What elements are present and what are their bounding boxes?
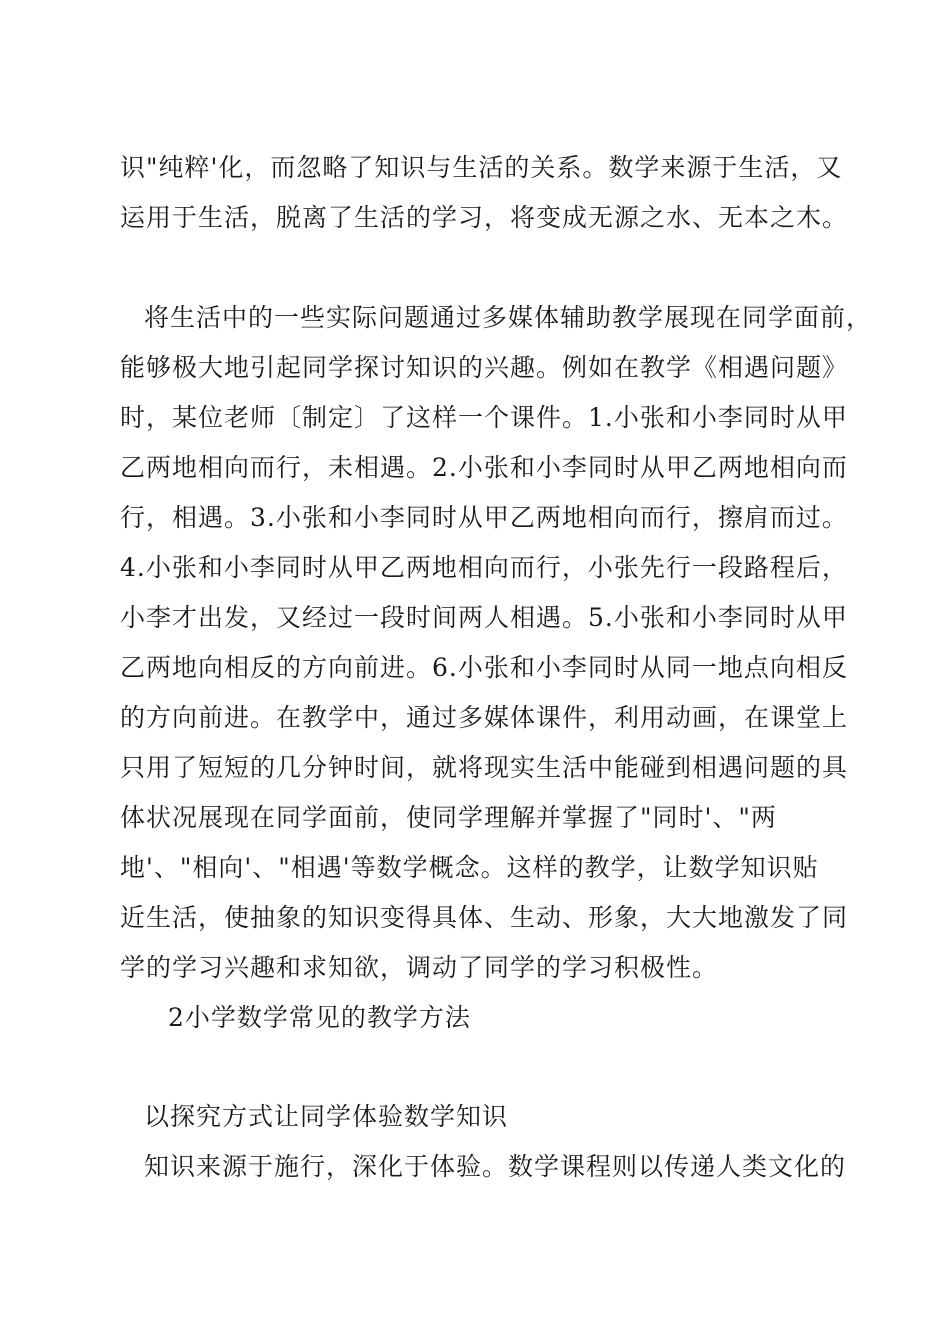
paragraph-line: 小李才出发，又经过一段时间两人相遇。5.小张和小李同时从甲	[120, 603, 848, 632]
paragraph-line: 乙两地向相反的方向前进。6.小张和小李同时从同一地点向相反	[120, 653, 848, 682]
paragraph-line: 时，某位老师〔制定〕了这样一个课件。1.小张和小李同时从甲	[120, 403, 848, 432]
paragraph-line: 将生活中的一些实际问题通过多媒体辅助教学展现在同学面前，	[144, 303, 873, 332]
subsection-heading: 以探究方式让同学体验数学知识	[144, 1102, 509, 1131]
paragraph-line: 运用于生活，脱离了生活的学习，将变成无源之水、无本之木。	[120, 203, 849, 232]
paragraph-line: 地'、"相向'、"相遇'等数学概念。这样的教学，让数学知识贴	[120, 853, 819, 882]
paragraph-line: 识"纯粹'化，而忽略了知识与生活的关系。数学来源于生活，又	[120, 153, 843, 182]
paragraph-line: 知识来源于施行，深化于体验。数学课程则以传递人类文化的	[144, 1152, 847, 1181]
paragraph-line: 乙两地相向而行，未相遇。2.小张和小李同时从甲乙两地相向而	[120, 453, 848, 482]
paragraph-line: 的方向前进。在教学中，通过多媒体课件，利用动画，在课堂上	[120, 703, 849, 732]
paragraph-line: 4.小张和小李同时从甲乙两地相向而行，小张先行一段路程后，	[120, 553, 848, 582]
paragraph-line: 行，相遇。3.小张和小李同时从甲乙两地相向而行，擦肩而过。	[120, 503, 848, 532]
section-heading: 2小学数学常见的教学方法	[168, 1003, 471, 1032]
paragraph-line: 只用了短短的几分钟时间，就将现实生活中能碰到相遇问题的具	[120, 753, 849, 782]
paragraph-line: 学的学习兴趣和求知欲，调动了同学的学习积极性。	[120, 953, 719, 982]
paragraph-line: 近生活，使抽象的知识变得具体、生动、形象，大大地激发了同	[120, 903, 849, 932]
paragraph-line: 体状况展现在同学面前，使同学理解并掌握了"同时'、"两	[120, 803, 777, 832]
paragraph-line: 能够极大地引起同学探讨知识的兴趣。例如在教学《相遇问题》	[120, 353, 849, 382]
